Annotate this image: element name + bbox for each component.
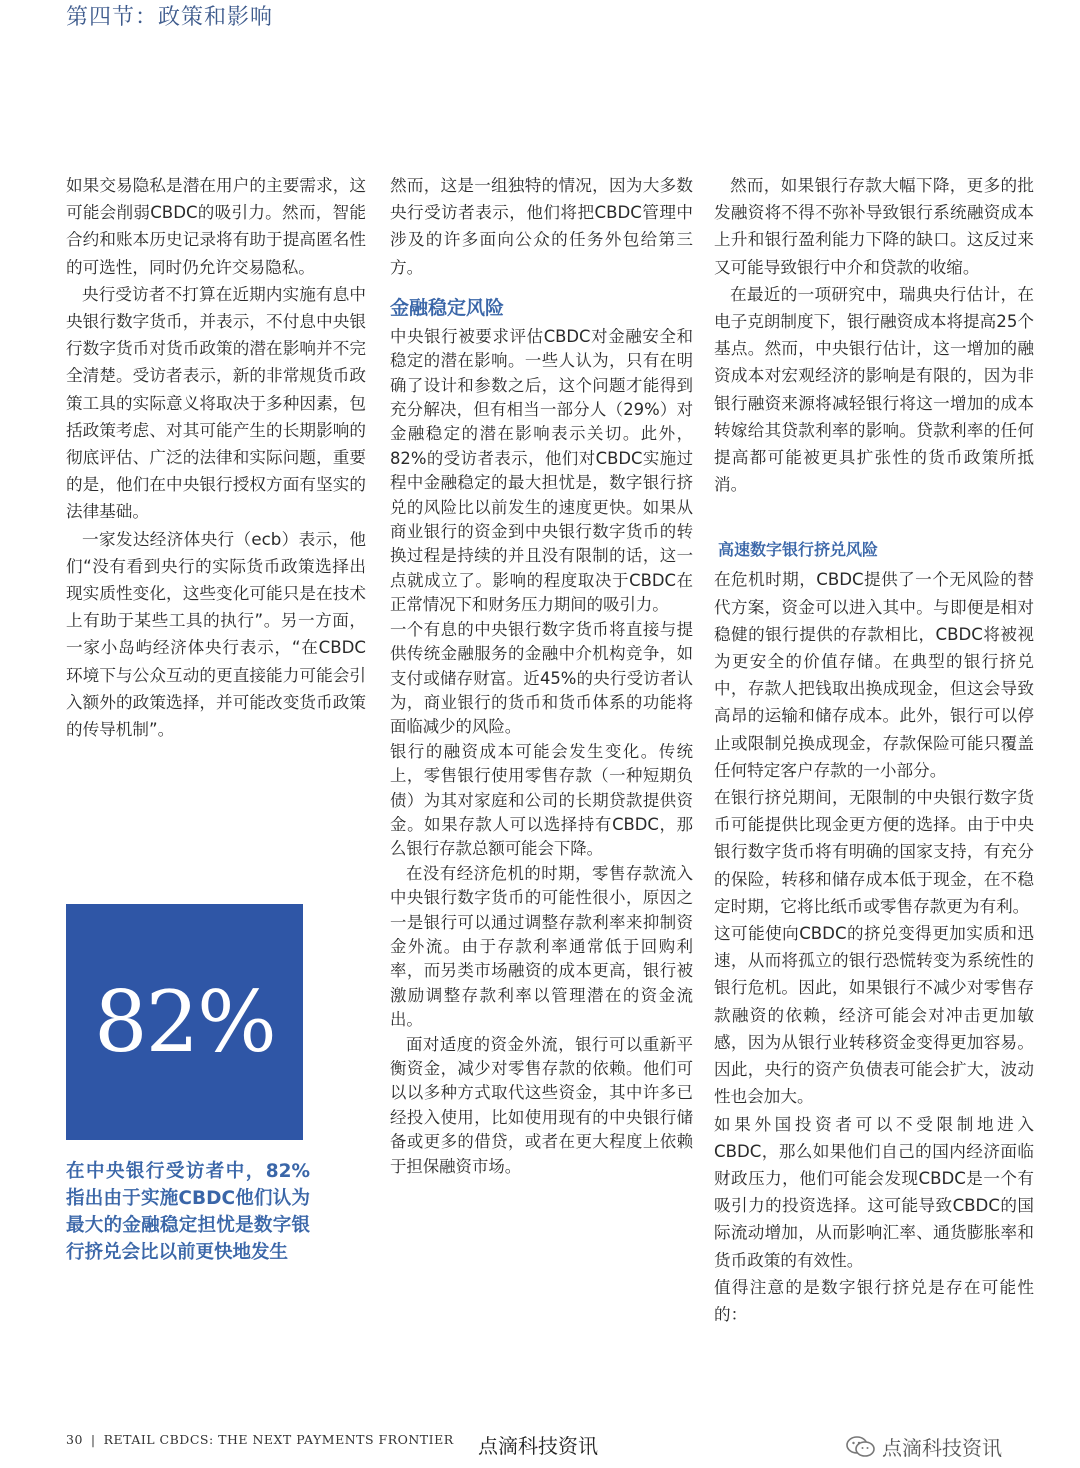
paragraph: 然而，这是一组独特的情况，因为大多数央行受访者表示，他们将把CBDC管理中涉及的许多面向公众的任务外包给第三方。 [390,176,693,277]
paragraph: 值得注意的是数字银行挤兑是存在可能性的： [714,1277,1034,1324]
column-3 [714,172,1034,1328]
paragraph: 如果交易隐私是潜在用户的主要需求，这可能会削弱CBDC的吸引力。然而，智能合约和账本历史记录将有助于提高匿名性的可选性，同时仍允许交易隐私。 [66,176,366,277]
page-number: 30 [66,1432,83,1447]
paragraph: 一个有息的中央银行数字货币将直接与提供传统金融服务的金融中介机构竞争，如支付或储存财富。近45%的央行受访者认为，商业银行的货币和货币体系的功能将面临减少的风险。 [390,619,693,737]
page-footer [66,1432,454,1447]
publication-title: RETAIL CBDCS: THE NEXT PAYMENTS FRONTIER [103,1432,454,1447]
center-watermark: 点滴科技资讯 [478,1434,598,1458]
stat-box [66,904,303,1140]
column-1 [66,172,366,743]
wechat-watermark [846,1432,1002,1461]
stat-caption: 在中央银行受访者中，82%指出由于实施CBDC他们认为最大的金融稳定担忧是数字银行挤兑会比以前更快地发生 [66,1161,310,1263]
paragraph: 银行的融资成本可能会发生变化。传统上，零售银行使用零售存款（一种短期负债）为其对家庭和公司的长期贷款提供资金。如果存款人可以选择持有CBDC，那么银行存款总额可能会下降。 [390,741,693,859]
paragraph: 这可能使向CBDC的挤兑变得更加实质和迅速，从而将孤立的银行恐慌转变为系统性的银行危机。因此，如果银行不减少对零售存款融资的依赖，经济可能会对冲击更加敏感，因为从银行业转移资金变得更加容易。因此，央行的资产负债表可能会扩大，波动性也会加大。 [714,924,1034,1107]
column-2 [390,172,693,1179]
paragraph: 如果外国投资者可以不受限制地进入CBDC，那么如果他们自己的国内经济面临财政压力，他们可能会发现CBDC是一个有吸引力的投资选择。这可能导致CBDC的国际流动增加，从而影响汇率、通货膨胀率和货币政策的有效性。 [714,1114,1034,1270]
stat-value: 82% [94,973,275,1071]
wechat-icon [846,1435,876,1459]
paragraph: 央行受访者不打算在近期内实施有息中央银行数字货币，并表示，不付息中央银行数字货币对货币政策的潜在影响并不完全清楚。受访者表示，新的非常规货币政策工具的实际意义将取决于多种因素，包括政策考虑、对其可能产生的长期影响的彻底评估、广泛的法律和实际问题，重要的是，他们在中央银行授权方面有坚实的法律基础。 [66,284,366,522]
section-heading-financial-stability: 金融稳定风险 [390,296,505,319]
footer-separator: | [90,1432,96,1447]
paragraph: 在银行挤兑期间，无限制的中央银行数字货币可能提供比现金更方便的选择。由于中央银行数字货币将有明确的国家支持，有充分的保险，转移和储存成本低于现金，在不稳定时期，它将比纸币或零售存款更为有利。 [714,788,1034,916]
paragraph: 在危机时期，CBDC提供了一个无风险的替代方案，资金可以进入其中。与即便是相对稳健的银行提供的存款相比，CBDC将被视为更安全的价值存储。在典型的银行挤兑中，存款人把钱取出换成现金，但这会导致高昂的运输和储存成本。此外，银行可以停止或限制兑换成现金，存款保险可能只覆盖任何特定客户存款的一小部分。 [714,570,1034,780]
paragraph: 一家发达经济体央行（ecb）表示，他们“没有看到央行的实际货币政策选择出现实质性变化，这些变化可能只是在技术上有助于某些工具的执行”。另一方面，一家小岛屿经济体央行表示，“在CBDC环境下与公众互动的更直接能力可能会引入额外的政策选择，并可能改变货币政策的传导机制”。 [66,529,366,740]
section-title: 第四节：政策和影响 [66,5,274,30]
paragraph: 面对适度的资金外流，银行可以重新平衡资金，减少对零售存款的依赖。他们可以以多种方式取代这些资金，其中许多已经投入使用，比如使用现有的中央银行储备或更多的借贷，或者在更大程度上依赖于担保融资市场。 [390,1034,693,1176]
paragraph: 中央银行被要求评估CBDC对金融安全和稳定的潜在影响。一些人认为，只有在明确了设计和参数之后，这个问题才能得到充分解决，但有相当一部分人（29%）对金融稳定的潜在影响表示关切。此外，82%的受访者表示，他们对CBDC实施过程中金融稳定的最大担忧是，数字银行挤兑的风险比以前发生的速度更快。如果从商业银行的资金到中央银行数字货币的转换过程是持续的并且没有限制的话，这一点就成立了。影响的程度取决于CBDC在正常情况下和财务压力期间的吸引力。 [390,326,693,615]
paragraph: 在没有经济危机的时期，零售存款流入中央银行数字货币的可能性很小，原因之一是银行可以通过调整存款利率来抑制资金外流。由于存款利率通常低于回购利率，而另类市场融资的成本更高，银行被激励调整存款利率以管理潜在的资金流出。 [390,863,693,1030]
paragraph: 然而，如果银行存款大幅下降，更多的批发融资将不得不弥补导致银行系统融资成本上升和银行盈利能力下降的缺口。这反过来又可能导致银行中介和贷款的收缩。 [714,176,1034,277]
wechat-label: 点滴科技资讯 [882,1436,1002,1460]
section-heading-digital-bank-run: 高速数字银行挤兑风险 [718,540,879,560]
paragraph: 在最近的一项研究中，瑞典央行估计，在电子克朗制度下，银行融资成本将提高25个基点。然而，中央银行估计，这一增加的融资成本对宏观经济的影响是有限的，因为非银行融资来源将减轻银行将这一增加的成本转嫁给其贷款利率的影响。贷款利率的任何提高都可能被更具扩张性的货币政策所抵消。 [714,284,1034,495]
